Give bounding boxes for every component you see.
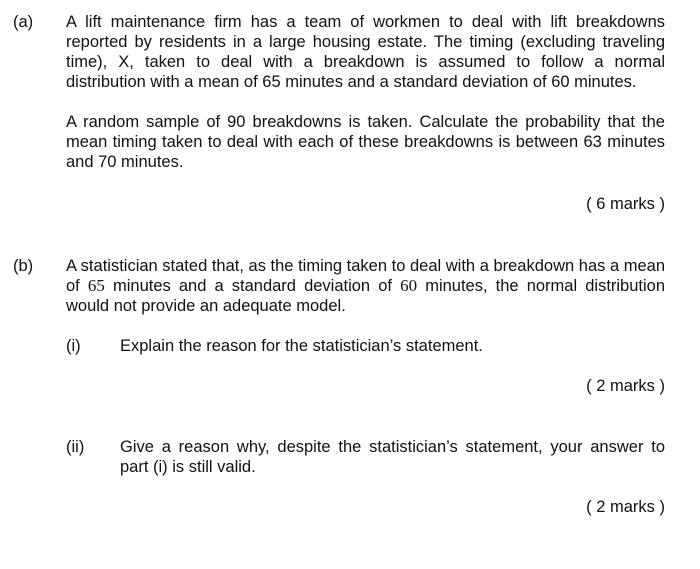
part-b-i-label: (i) [66, 337, 81, 355]
part-b-text-2: minutes and a standard deviation of [112, 277, 392, 295]
part-b-i-text: Explain the reason for the statistician’s statement. [120, 337, 483, 355]
part-a-paragraph-1: A lift maintenance firm has a team of workmen to deal with lift breakdowns reported by residents in a large housing estate. The timing (excluding traveling time), X, taken to deal with a breakdown is assumed to follow a normal distribution with a mean of 65 minutes and a standard deviation of 60 minutes. [66, 13, 665, 91]
part-b-sd-value: 60 [400, 276, 418, 295]
part-a-label: (a) [13, 13, 34, 31]
part-b-i-marks: ( 2 marks ) [586, 377, 665, 395]
part-b-text-3: minutes, the normal distribution would not provide an adequate model. [66, 277, 666, 315]
part-b-mean-value: 65 [87, 276, 105, 295]
part-b-label: (b) [13, 257, 34, 275]
part-b-paragraph [66, 256, 665, 316]
part-b-ii-label: (ii) [66, 438, 85, 456]
part-b-text-1: A statistician stated that, as the timing taken to deal with a breakdown has a mean of [66, 257, 665, 295]
part-b-ii-text: Give a reason why, despite the statistician’s statement, your answer to part (i) is still valid. [120, 438, 665, 476]
part-a-paragraph-2: A random sample of 90 breakdowns is taken. Calculate the probability that the mean timing taken to deal with each of these breakdowns is between 63 minutes and 70 minutes. [66, 113, 665, 171]
part-a-marks: ( 6 marks ) [586, 195, 665, 213]
part-b-ii-marks: ( 2 marks ) [586, 498, 665, 516]
